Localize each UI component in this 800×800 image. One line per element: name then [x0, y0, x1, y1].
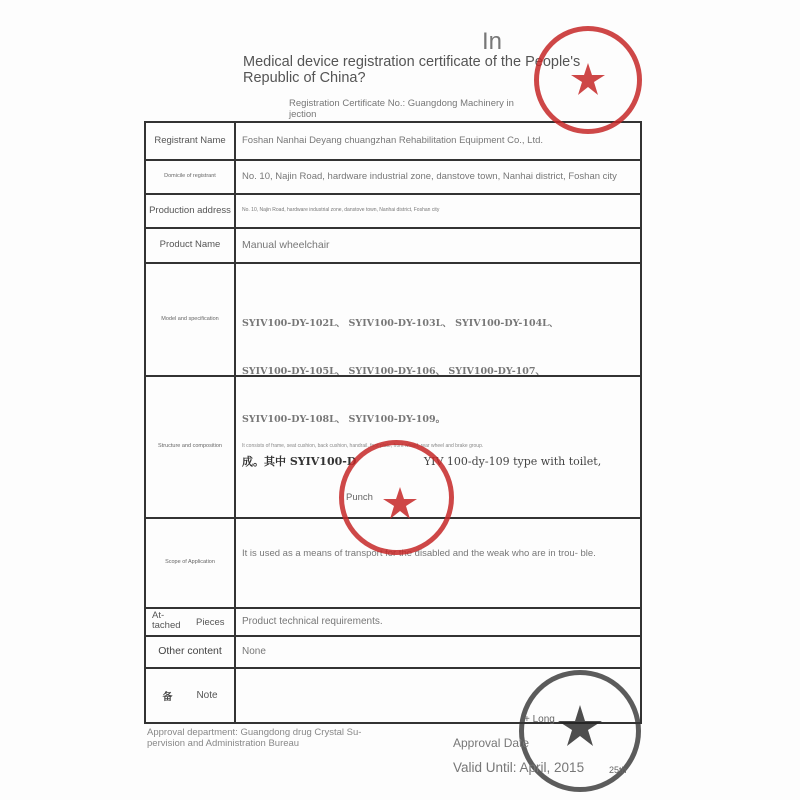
- seal-star-icon: [344, 445, 449, 550]
- row-product-name: [144, 227, 642, 262]
- model-line: SYIV100-DY-102L、 SYIV100-DY-103L、 SYIV100-DY-104L、: [242, 318, 559, 329]
- table-divider: [144, 227, 642, 229]
- table-divider: [144, 667, 642, 669]
- certificate-title: Medical device registration certificate of the People's Republic of China?: [243, 54, 581, 86]
- label-attached: At- tached: [152, 610, 181, 631]
- structure-type-text: YIV 100-dy-109 type with toilet,: [423, 455, 602, 468]
- value-other-content: None: [242, 645, 266, 657]
- value-model-list: [242, 262, 636, 425]
- label-other-content: Other content: [146, 635, 236, 667]
- label-note: Note: [196, 690, 218, 701]
- value-registrant-name: Foshan Nanhai Deyang chuangzhan Rehabilitation Equipment Co., Ltd.: [242, 134, 544, 146]
- table-divider: [144, 193, 642, 195]
- valid-until-day: 25th: [609, 765, 627, 775]
- label-product-name: Product Name: [146, 227, 236, 262]
- punch-label: Punch: [346, 492, 373, 503]
- label-attached-cell: [146, 607, 236, 635]
- label-pieces: Pieces: [196, 617, 225, 628]
- seal-star-icon: [539, 31, 637, 129]
- model-line: SYIV100-DY-108L、 SYIV100-DY-109。: [242, 414, 446, 425]
- label-note-cell: [146, 667, 236, 724]
- value-scope: It is used as a means of transport for the disabled and the weak who are in trou- ble.: [242, 548, 596, 559]
- label-domicile: Domicile of registrant: [146, 159, 236, 193]
- table-divider: [144, 635, 642, 637]
- value-attached: Product technical requirements.: [242, 615, 383, 627]
- table-divider: [144, 262, 642, 264]
- label-model: Model and specification: [146, 262, 236, 375]
- row-domicile: [144, 159, 642, 193]
- label-registrant-name: Registrant Name: [146, 121, 236, 159]
- valid-until: Valid Until: April, 2015: [453, 760, 585, 775]
- label-production-address: Production address: [146, 193, 236, 227]
- row-attached: [144, 607, 642, 635]
- label-scope: Scope of Application: [146, 517, 236, 607]
- table-divider: [144, 375, 642, 377]
- row-production-address: [144, 193, 642, 227]
- row-other-content: [144, 635, 642, 667]
- certificate-table: [144, 121, 642, 724]
- table-divider: [144, 159, 642, 161]
- row-model: [144, 262, 642, 425]
- company-seal-middle: [339, 440, 454, 555]
- approval-department: Approval department: Guangdong drug Crystal Su- pervision and Administration Bureau: [147, 727, 362, 749]
- value-production-address: No. 10, Najin Road, hardware industrial zone, danstove town, Nanhai district, Foshan city: [242, 207, 440, 213]
- registration-number: Registration Certificate No.: Guangdong Machinery in jection: [289, 98, 514, 120]
- value-domicile: No. 10, Najin Road, hardware industrial zone, danstove town, Nanhai district, Foshan city: [242, 170, 617, 182]
- plus-long-text: + Long: [524, 714, 555, 725]
- label-structure: Structure and composition: [146, 375, 236, 517]
- structure-chinese-fragment: 成。其中 SYIV100-D: [242, 455, 357, 468]
- approval-date-label: Approval Date: [453, 736, 530, 750]
- company-seal-top: [534, 26, 642, 134]
- in-mark: In: [482, 28, 503, 55]
- model-line: SYIV100-DY-105L、 SYIV100-DY-106、 SYIV100-DY-107、: [242, 366, 545, 377]
- value-product-name: Manual wheelchair: [242, 238, 330, 251]
- note-glyph: 备: [162, 692, 173, 703]
- structure-small-text: It consists of frame, seat cushion, back cushion, handrail, foot plate, front wheel, rear wheel and brake group.: [242, 443, 484, 449]
- table-divider: [144, 607, 642, 609]
